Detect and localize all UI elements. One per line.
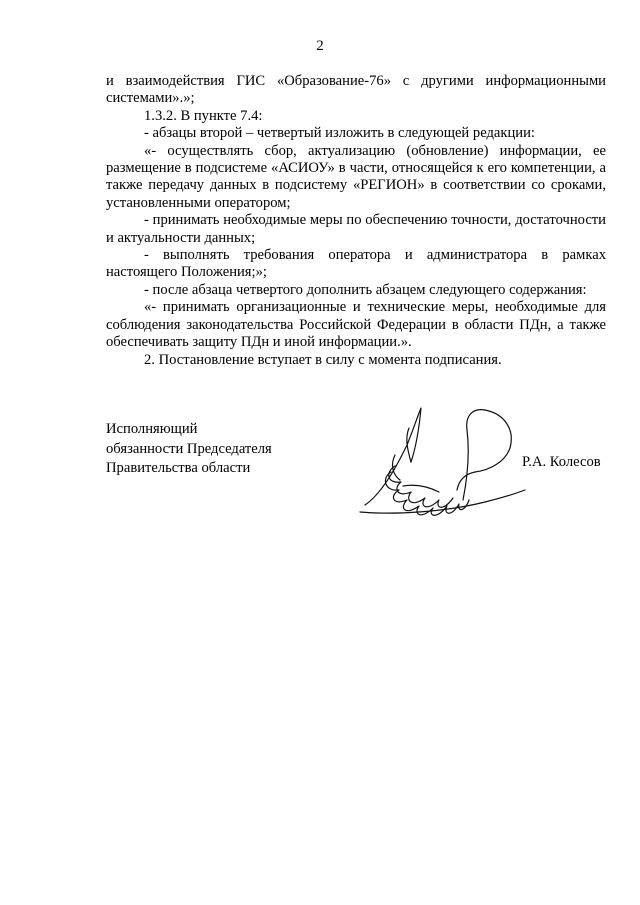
signer-title <box>106 420 272 479</box>
paragraph-clause-1-3-2: 1.3.2. В пункте 7.4: <box>144 107 263 124</box>
paragraph-effective-date: 2. Постановление вступает в силу с момента подписания. <box>144 351 502 368</box>
signer-title-line: Правительства области <box>106 460 251 476</box>
signer-title-line: обязанности Председателя <box>106 440 272 457</box>
document-body <box>106 73 606 369</box>
page-number: 2 <box>316 38 324 54</box>
paragraph-amend-instruction: - абзацы второй – четвертый изложить в следующей редакции: <box>144 125 535 142</box>
paragraph-duty-protection: «- принимать организационные и технические меры, необходимые для соблюдения законодательства Российской Федерации в области ПДн, а также обеспечивать защиту ПДн и иной информации.». <box>106 299 606 351</box>
signer-name: Р.А. Колесов <box>522 454 601 470</box>
handwritten-signature <box>355 400 530 535</box>
paragraph-continuation: и взаимодействия ГИС «Образование-76» с другими информационными системами».»; <box>106 73 606 107</box>
paragraph-duty-accuracy: - принимать необходимые меры по обеспечению точности, достаточности и актуальности данных; <box>106 212 606 246</box>
signer-title-line: Исполняющий <box>106 421 198 437</box>
paragraph-add-instruction: - после абзаца четвертого дополнить абзацем следующего содержания: <box>144 281 587 298</box>
paragraph-duty-requirements: - выполнять требования оператора и администратора в рамках настоящего Положения;»; <box>106 247 606 281</box>
paragraph-duty-collect: «- осуществлять сбор, актуализацию (обновление) информации, ее размещение в подсистеме «АСИОУ» в части, относящейся к его компетенции, а также передачу данных в подсистему «РЕГИОН» в соответствии со сроками, установленными оператором; <box>106 142 606 211</box>
